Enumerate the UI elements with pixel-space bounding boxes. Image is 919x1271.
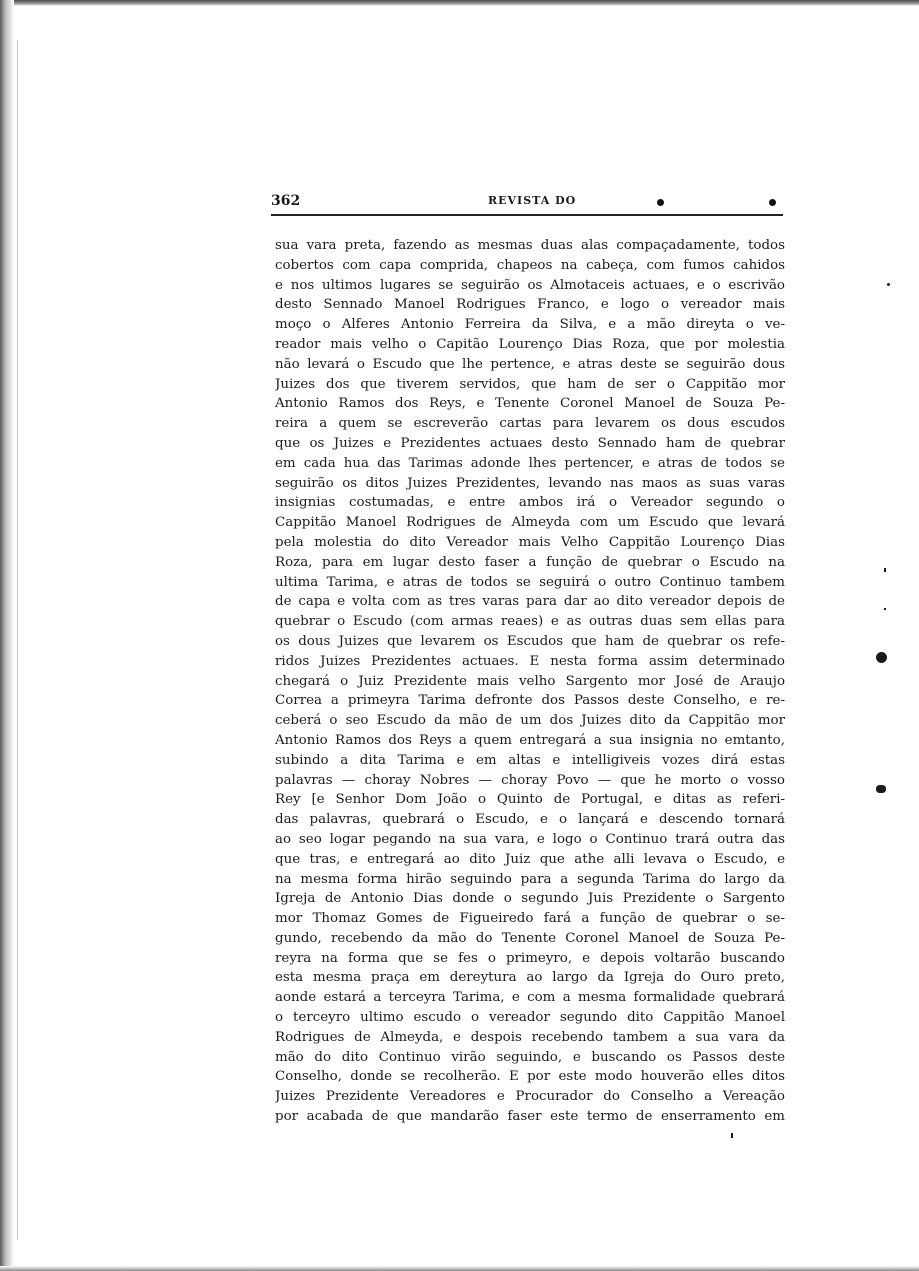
text-line: cobertos com capa comprida, chapeos na cabeça, com fumos cahidos xyxy=(275,257,785,273)
text-line: em cada hua das Tarimas adonde lhes pertencer, e atras de todos se xyxy=(275,455,785,471)
margin-speck xyxy=(884,608,886,610)
margin-speck xyxy=(884,568,886,572)
text-line: Roza, para em lugar desto faser a função de quebrar o Escudo na xyxy=(275,554,785,570)
scan-left-edge xyxy=(0,0,14,1271)
text-line: ceberá o seo Escudo da mão de um dos Juizes dito da Cappitão mor xyxy=(275,713,785,729)
text-line: Juizes dos que tiverem servidos, que ham de ser o Cappitão mor xyxy=(275,376,785,392)
text-line: aonde estará a terceyra Tarima, e com a mesma formalidade quebrará xyxy=(275,990,785,1006)
margin-blot xyxy=(876,652,887,663)
text-line: Antonio Ramos dos Reys, e Tenente Coronel Manoel de Souza Pe- xyxy=(275,396,785,412)
scan-top-edge xyxy=(0,0,919,6)
text-line: Cappitão Manoel Rodrigues de Almeyda com um Escudo que levará xyxy=(275,515,785,531)
scan-bottom-edge xyxy=(0,1266,919,1271)
text-line: desto Sennado Manoel Rodrigues Franco, e logo o vereador mais xyxy=(275,297,785,313)
header-ornament-dot xyxy=(769,199,776,206)
text-line: reador mais velho o Capitão Lourenço Dias Roza, que por molestia xyxy=(275,336,785,352)
page-number: 362 xyxy=(271,193,301,209)
text-line: pela molestia do dito Vereador mais Velho Cappitão Lourenço Dias xyxy=(275,534,785,550)
text-line: seguirão os ditos Juizes Prezidentes, levando nas maos as suas varas xyxy=(275,475,785,491)
text-line: mor Thomaz Gomes de Figueiredo fará a função de quebrar o se- xyxy=(275,911,785,927)
text-line: ridos Juizes Prezidentes actuaes. E nesta forma assim determinado xyxy=(275,653,785,669)
text-line: que os Juizes e Prezidentes actuaes desto Sennado ham de quebrar xyxy=(275,435,785,451)
text-line: moço o Alferes Antonio Ferreira da Silva, e a mão direyta o ve- xyxy=(275,317,785,333)
text-line: Igreja de Antonio Dias donde o segundo Juis Prezidente o Sargento xyxy=(275,891,785,907)
text-line: ao seo logar pegando na sua vara, e logo o Continuo trará outra das xyxy=(275,831,785,847)
text-line: de capa e volta com as tres varas para dar ao dito vereador depois de xyxy=(275,594,785,610)
text-line: Antonio Ramos dos Reys a quem entregará a sua insignia no emtanto, xyxy=(275,732,785,748)
text-line: o terceyro ultimo escudo o vereador segundo dito Cappitão Manoel xyxy=(275,1010,785,1026)
text-line: esta mesma praça em dereytura ao largo da Igreja do Ouro preto, xyxy=(275,970,785,986)
text-line: Rey [e Senhor Dom João o Quinto de Portugal, e ditas as referi- xyxy=(275,792,785,808)
text-line: que tras, e entregará ao dito Juiz que athe alli levava o Escudo, e xyxy=(275,851,785,867)
text-line: insignias costumadas, e entre ambos irá o Vereador segundo o xyxy=(275,495,785,511)
header-rule xyxy=(271,214,783,216)
text-line: Correa a primeyra Tarima defronte dos Passos deste Conselho, e re- xyxy=(275,693,785,709)
scan-left-line xyxy=(17,40,18,1240)
text-line: Rodrigues de Almeyda, e despois recebendo tambem a sua vara da xyxy=(275,1029,785,1045)
text-line: gundo, recebendo da mão do Tenente Coronel Manoel de Souza Pe- xyxy=(275,930,785,946)
text-line: não levará o Escudo que lhe pertence, e atras deste se seguirão dous xyxy=(275,356,785,372)
header-ornament-dot xyxy=(657,199,664,206)
text-line: reyra na forma que se fes o primeyro, e depois voltarão buscando xyxy=(275,950,785,966)
text-line: Juizes Prezidente Vereadores e Procurador do Conselho a Vereação xyxy=(275,1089,785,1105)
text-line: na mesma forma hirão seguindo para a segunda Tarima do largo da xyxy=(275,871,785,887)
text-line: por acabada de que mandarão faser este termo de enserramento em xyxy=(275,1109,785,1125)
text-line: Conselho, donde se recolherão. E por este modo houverão elles ditos xyxy=(275,1069,785,1085)
text-line: chegará o Juiz Prezidente mais velho Sargento mor José de Araujo xyxy=(275,673,785,689)
text-line: sua vara preta, fazendo as mesmas duas alas compaçadamente, todos xyxy=(275,238,785,253)
margin-blot xyxy=(876,785,886,793)
text-line: mão do dito Continuo virão seguindo, e buscando os Passos deste xyxy=(275,1049,785,1065)
text-line: subindo a dita Tarima e em altas e intelligiveis vozes dirá estas xyxy=(275,752,785,768)
text-line: quebrar o Escudo (com armas reaes) e as outras duas sem ellas para xyxy=(275,614,785,630)
text-line: das palavras, quebrará o Escudo, e o lançará e descendo tornará xyxy=(275,812,785,828)
running-title: REVISTA DO xyxy=(488,194,577,207)
page-header xyxy=(271,190,783,212)
text-line: ultima Tarima, e atras de todos se seguirá o outro Continuo tambem xyxy=(275,574,785,590)
body-text xyxy=(275,236,785,1127)
text-line: os dous Juizes que levarem os Escudos que ham de quebrar os refe- xyxy=(275,633,785,649)
text-line: e nos ultimos lugares se seguirão os Almotaceis actuaes, e o escrivão xyxy=(275,277,785,293)
text-line: reira a quem se escreverão cartas para levarem os dous escudos xyxy=(275,416,785,432)
text-line: palavras — choray Nobres — choray Povo — que he morto o vosso xyxy=(275,772,785,788)
margin-speck xyxy=(887,283,890,286)
margin-speck xyxy=(731,1133,733,1138)
